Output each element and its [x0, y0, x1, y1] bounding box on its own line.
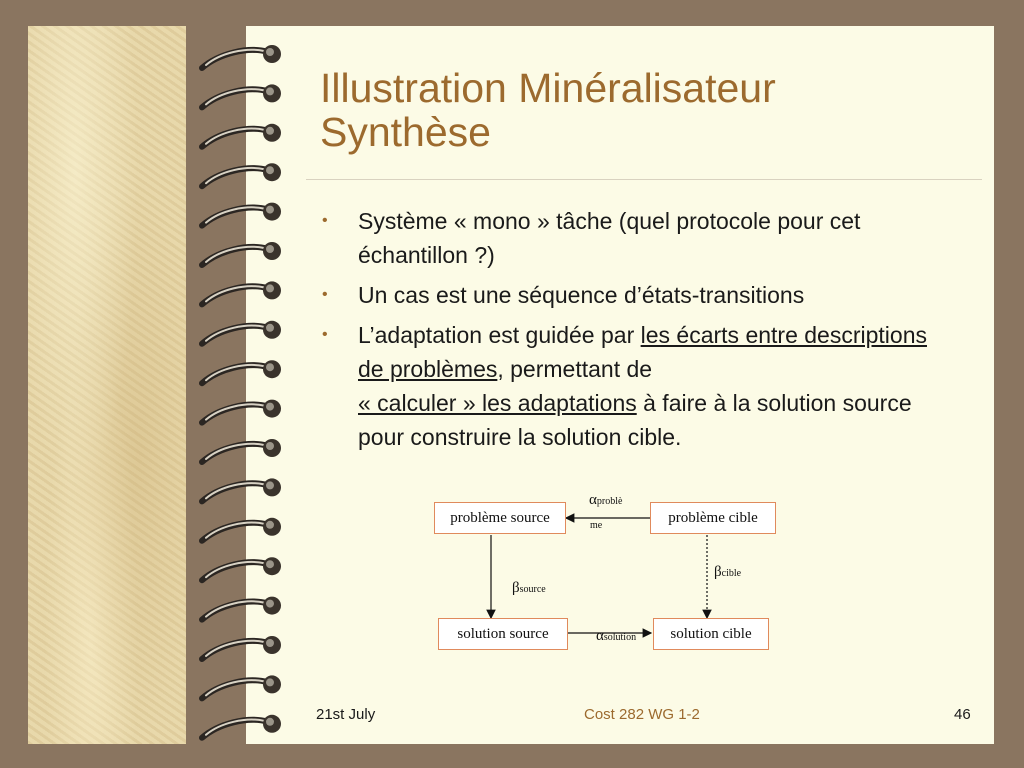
binding-ring — [202, 400, 281, 423]
beta-source-sub: source — [519, 584, 546, 595]
binding-ring — [202, 636, 281, 659]
bullet-text-prefix: L’adaptation est guidée par — [358, 322, 641, 348]
binding-ring — [202, 124, 281, 147]
title-line-2: Synthèse — [320, 109, 491, 155]
beta-symbol: β — [714, 564, 722, 580]
alpha-probleme-sub-1: problè — [596, 496, 623, 507]
bullet-text: Système « mono » tâche (quel protocole pour cet échantillon ?) — [358, 208, 861, 268]
binding-ring — [202, 439, 281, 462]
binding-ring — [202, 518, 281, 541]
slide-title — [320, 66, 980, 154]
alpha-solution-sub: solution — [603, 632, 637, 643]
binding-ring — [202, 281, 281, 304]
binding-ring — [202, 557, 281, 580]
binding-ring — [202, 360, 281, 383]
spiral-binding-rings — [188, 26, 308, 744]
link-calculer-adaptations[interactable]: « calculer » les adaptations — [358, 390, 637, 416]
alpha-symbol: α — [596, 628, 604, 644]
bullet-text-suffix: à faire à la solution source pour construire la solution cible. — [358, 390, 912, 450]
bullet-text-middle: , permettant de — [497, 356, 653, 382]
box-probleme-cible: problème cible — [650, 502, 776, 534]
binding-ring — [202, 45, 281, 68]
binding-ring — [202, 84, 281, 107]
bullet-dot: • — [322, 326, 328, 343]
binding-ring — [202, 715, 281, 738]
box-solution-source: solution source — [438, 618, 568, 650]
box-probleme-source: problème source — [434, 502, 566, 534]
label-beta-cible — [714, 564, 741, 581]
bullet-item-2 — [318, 278, 958, 312]
bullet-dot: • — [322, 286, 328, 303]
binding-ring — [202, 163, 281, 186]
label-alpha-probleme-sub-2: me — [590, 520, 603, 531]
footer-date: 21st July — [316, 706, 376, 723]
adaptation-diagram — [420, 490, 800, 660]
label-beta-source — [512, 580, 546, 597]
beta-symbol: β — [512, 580, 520, 596]
binding-ring — [202, 203, 281, 226]
page-number: 46 — [954, 706, 971, 723]
bullet-item-1 — [318, 204, 958, 272]
box-solution-cible: solution cible — [653, 618, 769, 650]
parchment-spine-panel — [28, 26, 186, 744]
binding-ring — [202, 597, 281, 620]
binding-ring — [202, 321, 281, 344]
bullet-dot: • — [322, 212, 328, 229]
bullet-item-3 — [318, 318, 958, 454]
binding-ring — [202, 478, 281, 501]
beta-cible-sub: cible — [721, 568, 742, 579]
footer-center: Cost 282 WG 1-2 — [584, 706, 700, 723]
label-alpha-solution — [596, 628, 636, 645]
alpha-symbol: α — [589, 492, 597, 508]
binding-ring — [202, 675, 281, 698]
link-ecarts-descriptions[interactable]: les écarts entre descriptions de problèmes — [358, 322, 927, 382]
label-alpha-probleme — [589, 492, 622, 510]
binding-ring — [202, 242, 281, 265]
title-divider — [306, 179, 982, 180]
bullet-text: Un cas est une séquence d’états-transitions — [358, 282, 805, 308]
title-line-1: Illustration Minéralisateur — [320, 65, 776, 111]
bullet-list — [318, 204, 958, 460]
